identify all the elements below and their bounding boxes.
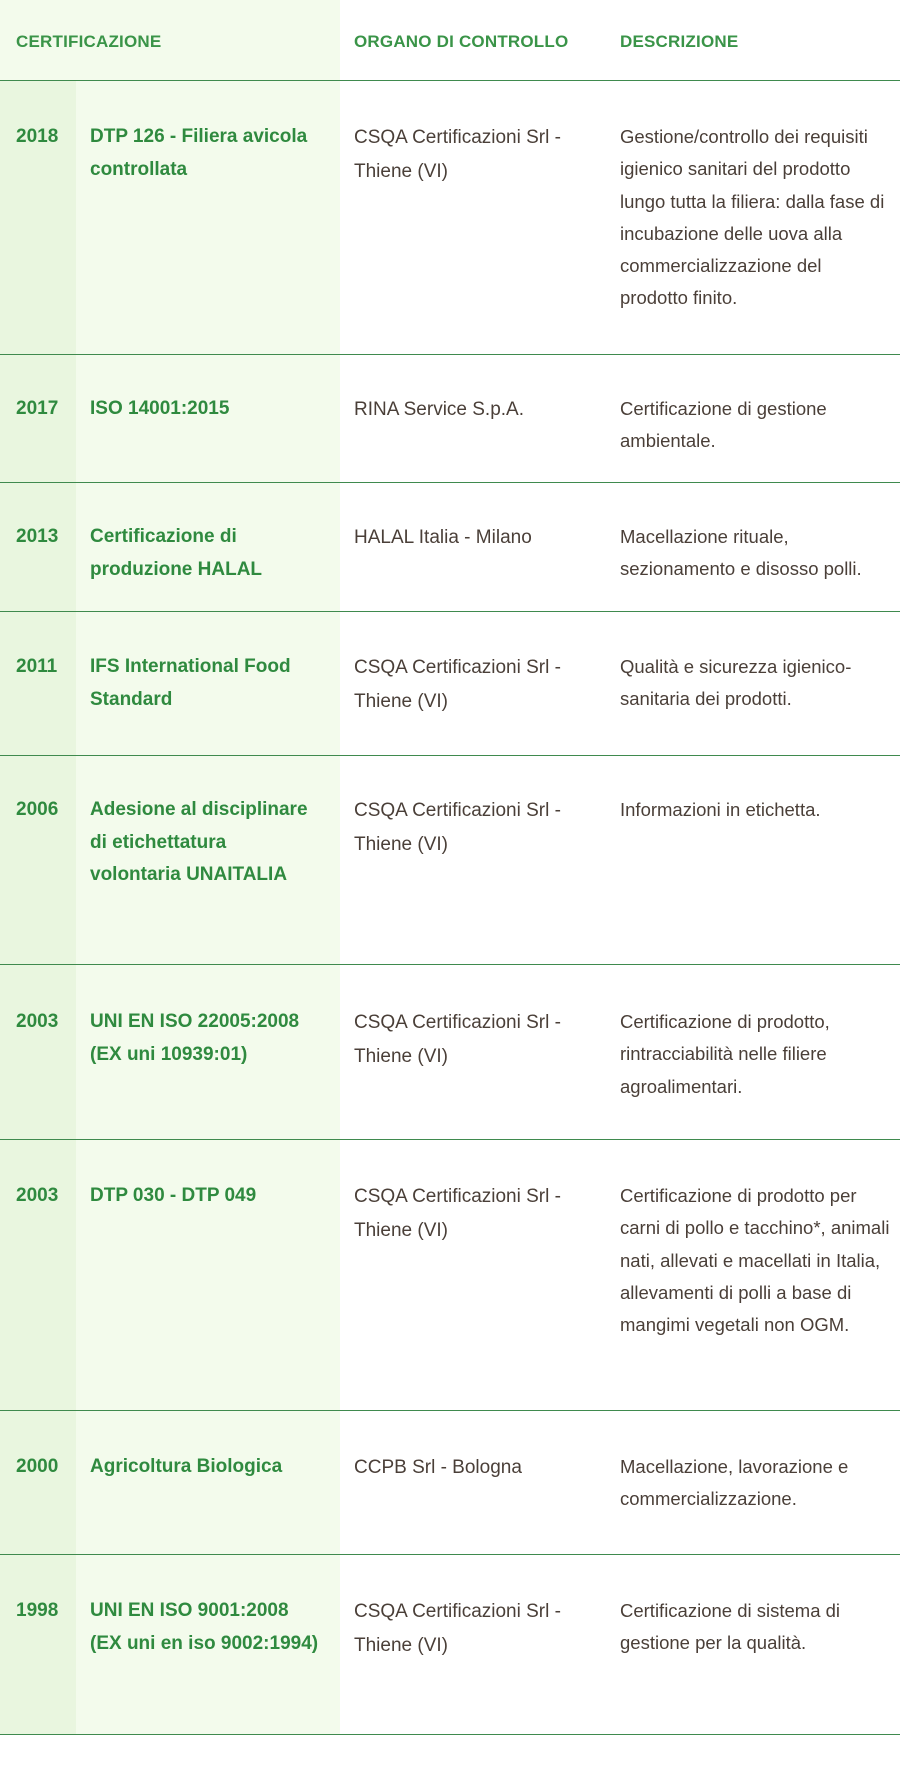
table-body <box>0 81 900 1735</box>
certification-name: DTP 030 - DTP 049 <box>90 1185 257 1206</box>
header-organo-cell <box>340 0 608 80</box>
control-body: CCPB Srl - Bologna <box>354 1457 522 1478</box>
certification-name: DTP 126 - Filiera avicola controllata <box>90 126 308 180</box>
description-cell <box>608 612 900 755</box>
certification-year: 2000 <box>16 1456 59 1477</box>
header-certificazione: CERTIFICAZIONE <box>16 32 162 51</box>
year-cell <box>0 965 76 1139</box>
year-cell <box>0 483 76 611</box>
year-cell <box>0 1411 76 1554</box>
table-row <box>0 1411 900 1555</box>
certification-description: Macellazione rituale, sezionamento e disosso polli. <box>620 526 862 580</box>
description-cell <box>608 1140 900 1410</box>
table-row <box>0 965 900 1140</box>
description-cell <box>608 1411 900 1554</box>
name-cell <box>76 1555 340 1734</box>
table-row <box>0 612 900 756</box>
certification-year: 2011 <box>16 656 58 677</box>
certification-description: Certificazione di prodotto per carni di pollo e tacchino*, animali nati, allevati e macellati in Italia, allevamenti di polli a base di mangimi vegetali non OGM. <box>620 1185 890 1336</box>
certification-name: Certificazione di produzione HALAL <box>90 526 263 580</box>
organ-cell <box>340 612 608 755</box>
table-header <box>0 0 900 81</box>
organ-cell <box>340 81 608 354</box>
certification-name: Adesione al disciplinare di etichettatura volontaria UNAITALIA <box>90 799 308 885</box>
year-cell <box>0 81 76 354</box>
description-cell <box>608 355 900 482</box>
organ-cell <box>340 355 608 482</box>
control-body: CSQA Certificazioni Srl - Thiene (VI) <box>354 800 561 855</box>
control-body: CSQA Certificazioni Srl - Thiene (VI) <box>354 1186 561 1241</box>
description-cell <box>608 1555 900 1734</box>
organ-cell <box>340 1411 608 1554</box>
control-body: HALAL Italia - Milano <box>354 527 532 548</box>
certification-description: Certificazione di prodotto, rintracciabilità nelle filiere agroalimentari. <box>620 1011 830 1097</box>
name-cell <box>76 965 340 1139</box>
year-cell <box>0 1140 76 1410</box>
year-cell <box>0 355 76 482</box>
year-cell <box>0 1555 76 1734</box>
certification-name: UNI EN ISO 9001:2008 (EX uni en iso 9002:1994) <box>90 1600 319 1654</box>
table-row <box>0 355 900 483</box>
year-cell <box>0 612 76 755</box>
name-cell <box>76 1411 340 1554</box>
description-cell <box>608 756 900 964</box>
table-row <box>0 756 900 965</box>
certification-description: Qualità e sicurezza igienico-sanitaria dei prodotti. <box>620 656 852 710</box>
control-body: CSQA Certificazioni Srl - Thiene (VI) <box>354 127 561 182</box>
certification-year: 2017 <box>16 398 59 419</box>
table-row <box>0 1555 900 1735</box>
header-descrizione-cell <box>608 0 900 80</box>
certification-name: IFS International Food Standard <box>90 656 291 710</box>
certification-year: 2003 <box>16 1185 59 1206</box>
control-body: CSQA Certificazioni Srl - Thiene (VI) <box>354 1012 561 1067</box>
certification-name: ISO 14001:2015 <box>90 398 230 419</box>
year-cell <box>0 756 76 964</box>
control-body: CSQA Certificazioni Srl - Thiene (VI) <box>354 1601 561 1656</box>
control-body: CSQA Certificazioni Srl - Thiene (VI) <box>354 657 561 712</box>
organ-cell <box>340 483 608 611</box>
name-cell <box>76 1140 340 1410</box>
control-body: RINA Service S.p.A. <box>354 399 525 420</box>
name-cell <box>76 355 340 482</box>
certification-year: 2006 <box>16 799 59 820</box>
header-organo: ORGANO DI CONTROLLO <box>354 32 569 51</box>
certification-name: Agricoltura Biologica <box>90 1456 283 1477</box>
certification-year: 1998 <box>16 1600 59 1621</box>
certification-year: 2013 <box>16 526 59 547</box>
table-row <box>0 81 900 355</box>
description-cell <box>608 965 900 1139</box>
organ-cell <box>340 965 608 1139</box>
table-row <box>0 483 900 612</box>
name-cell <box>76 81 340 354</box>
header-descrizione: DESCRIZIONE <box>620 32 739 51</box>
table-row <box>0 1140 900 1411</box>
certification-description: Certificazione di gestione ambientale. <box>620 398 827 452</box>
certification-name: UNI EN ISO 22005:2008 (EX uni 10939:01) <box>90 1011 300 1065</box>
name-cell <box>76 483 340 611</box>
name-cell <box>76 612 340 755</box>
certification-year: 2003 <box>16 1011 59 1032</box>
certification-description: Gestione/controllo dei requisiti igienico sanitari del prodotto lungo tutta la filiera: dalla fase di incubazione delle uova alla commercializzazione del prodotto finito. <box>620 126 885 309</box>
organ-cell <box>340 1140 608 1410</box>
certification-description: Macellazione, lavorazione e commercializzazione. <box>620 1456 849 1510</box>
organ-cell <box>340 756 608 964</box>
certification-description: Informazioni in etichetta. <box>620 799 821 820</box>
certification-year: 2018 <box>16 126 59 147</box>
description-cell <box>608 483 900 611</box>
name-cell <box>76 756 340 964</box>
certification-description: Certificazione di sistema di gestione per la qualità. <box>620 1600 841 1654</box>
organ-cell <box>340 1555 608 1734</box>
description-cell <box>608 81 900 354</box>
